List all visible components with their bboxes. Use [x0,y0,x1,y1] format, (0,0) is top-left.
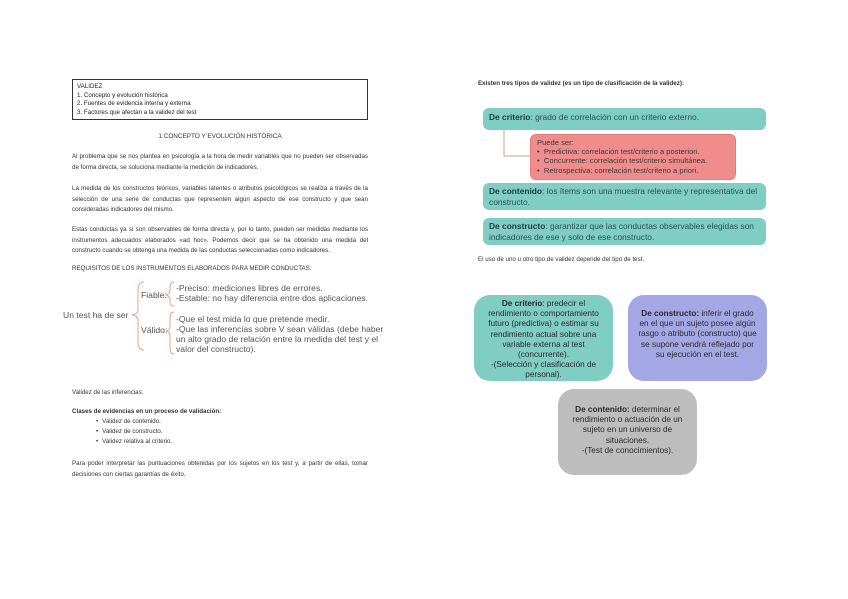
valido-items [176,314,383,354]
card-contenido-rest: determinar el rendimiento o actuación de un sujeto en un universo de situaciones. [572,405,683,445]
paragraph-2: La medida de los constructos teóricos, variables latentes o atributos psicológicos se realiza a través de la selección de una serie de conductas que representen algún aspecto de ese constructo y que sean consideradas indicadores del mismo. [72,185,368,214]
constructo-box [483,218,766,245]
toc-item: 2. Fuentes de evidencia interna y externa [77,100,191,108]
card-criterio-extra: -(Selección y clasificación de personal). [490,360,597,380]
card-criterio-rest: : predecir el rendimiento o comportamiento futuro (predictiva) o estimar su rendimiento actual sobre una variable externa al test (concurrente). [488,299,599,360]
valido-item: -Que el test mida lo que pretende medir. [176,314,330,324]
puede-ser-title: Puede ser: [537,138,574,147]
fiable-item: -Preciso: mediciones libres de errores. [176,283,323,293]
card-contenido-bold: De contenido: [575,405,630,414]
list-item: • Validez de contenido. [96,417,172,427]
card-criterio [474,295,613,381]
card-contenido-extra: -(Test de conocimientos). [581,445,674,455]
list-item: • Validez de constructo. [96,427,172,437]
requisitos-heading: REQUISITOS DE LOS INSTRUMENTOS ELABORADOS PARA MEDIR CONDUCTAS: [72,265,312,272]
toc-item: 1. Concepto y evolución histórica [77,91,168,99]
card-criterio-text [480,299,607,360]
valido-item: un alto grado de relación entre la medida del test y el [176,334,379,344]
puede-ser-item-text: Retrospectiva: correlación test/criterio a priori. [543,165,699,175]
puede-ser-item: • Retrospectiva: correlación test/criterio a priori. [537,165,699,175]
toc-item: 3. Factores que afectan a la validez del test [77,108,197,116]
card-contenido-text [566,405,689,446]
list-item: • Validez relativa al criterio. [96,437,172,447]
clases-list [96,417,172,447]
fiable-item: -Estable: no hay diferencia entre dos aplicaciones. [176,293,369,303]
puede-ser-item: • Predictiva: correlación test/criterio a posteriori. [537,147,700,157]
card-contenido [558,389,697,475]
criterio-box [483,108,766,130]
card-constructo-bold: De constructo: [641,309,700,318]
uso-text: El uso de uno u otro tipo de validez depende del tipo de test. [478,256,645,263]
contenido-rest: : los ítems son una muestra relevante y representativa del constructo. [489,186,758,207]
puede-ser-item-text: Concurrente: correlación test/criterio simultánea. [543,156,708,166]
toc-box [72,79,368,120]
bracket-diagram [128,276,178,356]
paragraph-1: Al problema que se nos plantea en psicología a la hora de medir variables que no pueden ser observadas de forma directa, se soluciona mediante la medición de indicadores. [72,153,368,171]
contenido-box [483,183,766,210]
fiable-items [176,283,368,303]
toc-title: VALIDEZ [77,83,103,90]
puede-ser-box [530,134,736,180]
valido-item: valor del constructo). [176,344,256,354]
section-title: 1.CONCEPTO Y EVOLUCIÓN HISTÓRICA [158,133,282,140]
constructo-bold: De constructo [489,221,546,231]
constructo-rest: : garantizar que las conductas observables elegidas son indicadores de ese y solo de ese constructo. [489,221,754,242]
card-constructo [628,295,767,381]
card-constructo-rest: inferir el grado en el que un sujeto posee algún rasgo o atributo (constructo) que se supone vendrá reflejado por su ejecución en el test. [638,309,757,359]
closing-paragraph: Para poder interpretar las puntuaciones obtenidas por los sujetos en los test y, a partir de ellas, tomar decisiones con ciertas garantías de éxito. [72,460,368,478]
card-constructo-text [636,309,759,360]
puede-ser-item-text: Predictiva: correlación test/criterio a posteriori. [543,147,700,157]
connector-line [500,130,532,162]
valido-label: Válido: [141,325,168,335]
fiable-label: Fiable: [141,290,167,300]
criterio-rest: : grado de correlación con un criterio externo. [530,112,699,122]
diagram-root: Un test ha de ser [63,310,129,320]
card-criterio-bold: De criterio [501,299,543,308]
paragraph-3: Estas conductas ya sí son observables de forma directa y, por lo tanto, pueden ser medidas mediante los instrumentos adecuados elaborados «ad hoc». Podemos decir que se ha obtenido una medida del constructo cuando se obtenga una medida de las conductas seleccionadas como indicadores. [72,226,368,255]
validez-inferencias: Validez de las inferencias: [72,389,144,396]
criterio-bold: De criterio [489,112,531,122]
right-intro: Existen tres tipos de validez (es un tipo de clasificación de la validez): [478,80,684,87]
clases-title: Clases de evidencias en un proceso de validación: [72,408,222,415]
valido-item: -Que las inferencias sobre V sean válidas (debe haber [176,324,384,334]
puede-ser-item: • Concurrente: correlación test/criterio simultánea. [537,156,708,166]
contenido-bold: De contenido [489,186,543,196]
